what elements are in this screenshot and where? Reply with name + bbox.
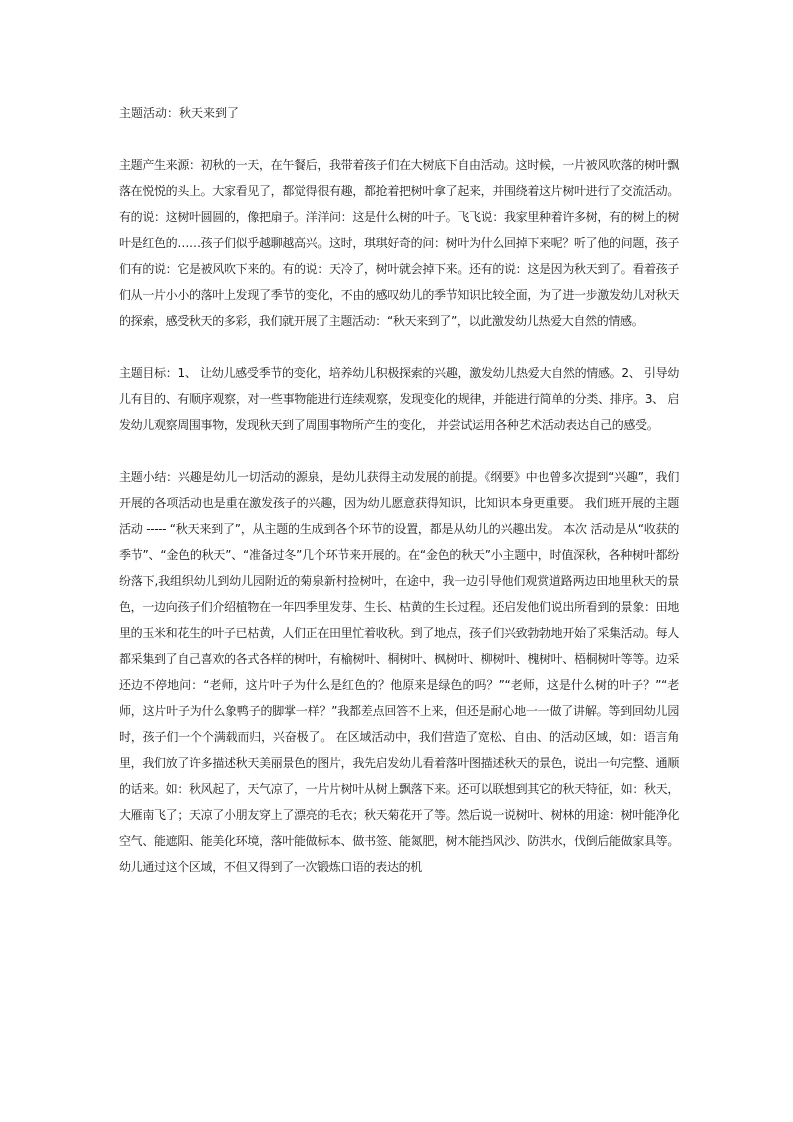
document-page — [119, 100, 679, 880]
spacer — [119, 438, 679, 464]
paragraph-summary: 主题小结：兴趣是幼儿一切活动的源泉，是幼儿获得主动发展的前提。《纲要》中也曾多次提到“兴趣”，我们开展的各项活动也是重在激发孩子的兴趣，因为幼儿愿意获得知识，比知识本身更重要。 我们班开展的主题活动 ----- “秋天来到了”，从主题的生成到各个环节的设置，都是从幼儿的兴趣出发。 本次 活动是从“收获的季节”、“金色的秋天”、“准备过冬”几个环节来开展的。在“金色的秋天”小主题中，时值深秋，各种树叶都纷纷落下,我组织幼儿到幼儿园附近的菊泉新村捡树叶，在途中，我一边引导他们观赏道路两边田地里秋天的景色，一边向孩子们介绍植物在一年四季里发芽、生长、枯黄的生长过程。还启发他们说出所看到的景象：田地里的玉米和花生的叶子已枯黄，人们正在田里忙着收秋。到了地点，孩子们兴致勃勃地开始了采集活动。每人都采集到了自己喜欢的各式各样的树叶，有榆树叶、桐树叶、枫树叶、柳树叶、槐树叶、梧桐树叶等等。边采还边不停地问：“老师，这片叶子为什么是红色的？他原来是绿色的吗？”“老师，这是什么树的叶子？”“老师，这片叶子为什么象鸭子的脚掌一样？”我都差点回答不上来，但还是耐心地一一做了讲解。等到回幼儿园时，孩子们一个个满载而归，兴奋极了。 在区域活动中，我们营造了宽松、自由、的活动区域，如：语言角里，我们放了许多描述秋天美丽景色的图片，我先启发幼儿看着落叶图描述秋天的景色，说出一句完整、通顺的话来。如：秋风起了，天气凉了，一片片树叶从树上飘落下来。还可以联想到其它的秋天特征，如：秋天，大雁南飞了；天凉了小朋友穿上了漂亮的毛衣；秋天菊花开了等。然后说一说树叶、树林的用途：树叶能净化空气、能遮阳、能美化环境，落叶能做标本、做书签、能氮肥，树木能挡风沙、防洪水，伐倒后能做家具等。幼儿通过这个区域，不但又得到了一次锻炼口语的表达的机 — [119, 470, 679, 874]
paragraph-source: 主题产生来源：初秋的一天，在午餐后，我带着孩子们在大树底下自由活动。这时候，一片被风吹落的树叶飘落在悦悦的头上。大家看见了，都觉得很有趣，都抢着把树叶拿了起来，并围绕着这片树叶进行了交流活动。有的说：这树叶圆圆的，像把扇子。洋洋问：这是什么树的叶子。飞飞说：我家里种着许多树，有的树上的树叶是红色的……孩子们似乎越聊越高兴。这时，琪琪好奇的问：树叶为什么回掉下来呢？听了他的问题，孩子们有的说：它是被风吹下来的。有的说：天冷了，树叶就会掉下来。还有的说：这是因为秋天到了。看着孩子们从一片小小的落叶上发现了季节的变化，不由的感叹幼儿的季节知识比较全面，为了进一步激发幼儿对秋天的探索，感受秋天的多彩，我们就开展了主题活动：“秋天来到了”，以此激发幼儿热爱大自然的情感。 — [119, 158, 679, 328]
spacer — [119, 126, 679, 152]
spacer — [119, 334, 679, 360]
paragraph-goals: 主题目标：1、 让幼儿感受季节的变化，培养幼儿积极探索的兴趣，激发幼儿热爱大自然的情感。2、 引导幼儿有目的、有顺序观察，对一些事物能进行连续观察，发现变化的规律，并能进行简单的分类、排序。3、 启发幼儿观察周围事物，发现秋天到了周围事物所产生的变化， 并尝试运用各种艺术活动表达自己的感受。 — [119, 366, 679, 432]
document-title: 主题活动：秋天来到了 — [119, 106, 240, 120]
